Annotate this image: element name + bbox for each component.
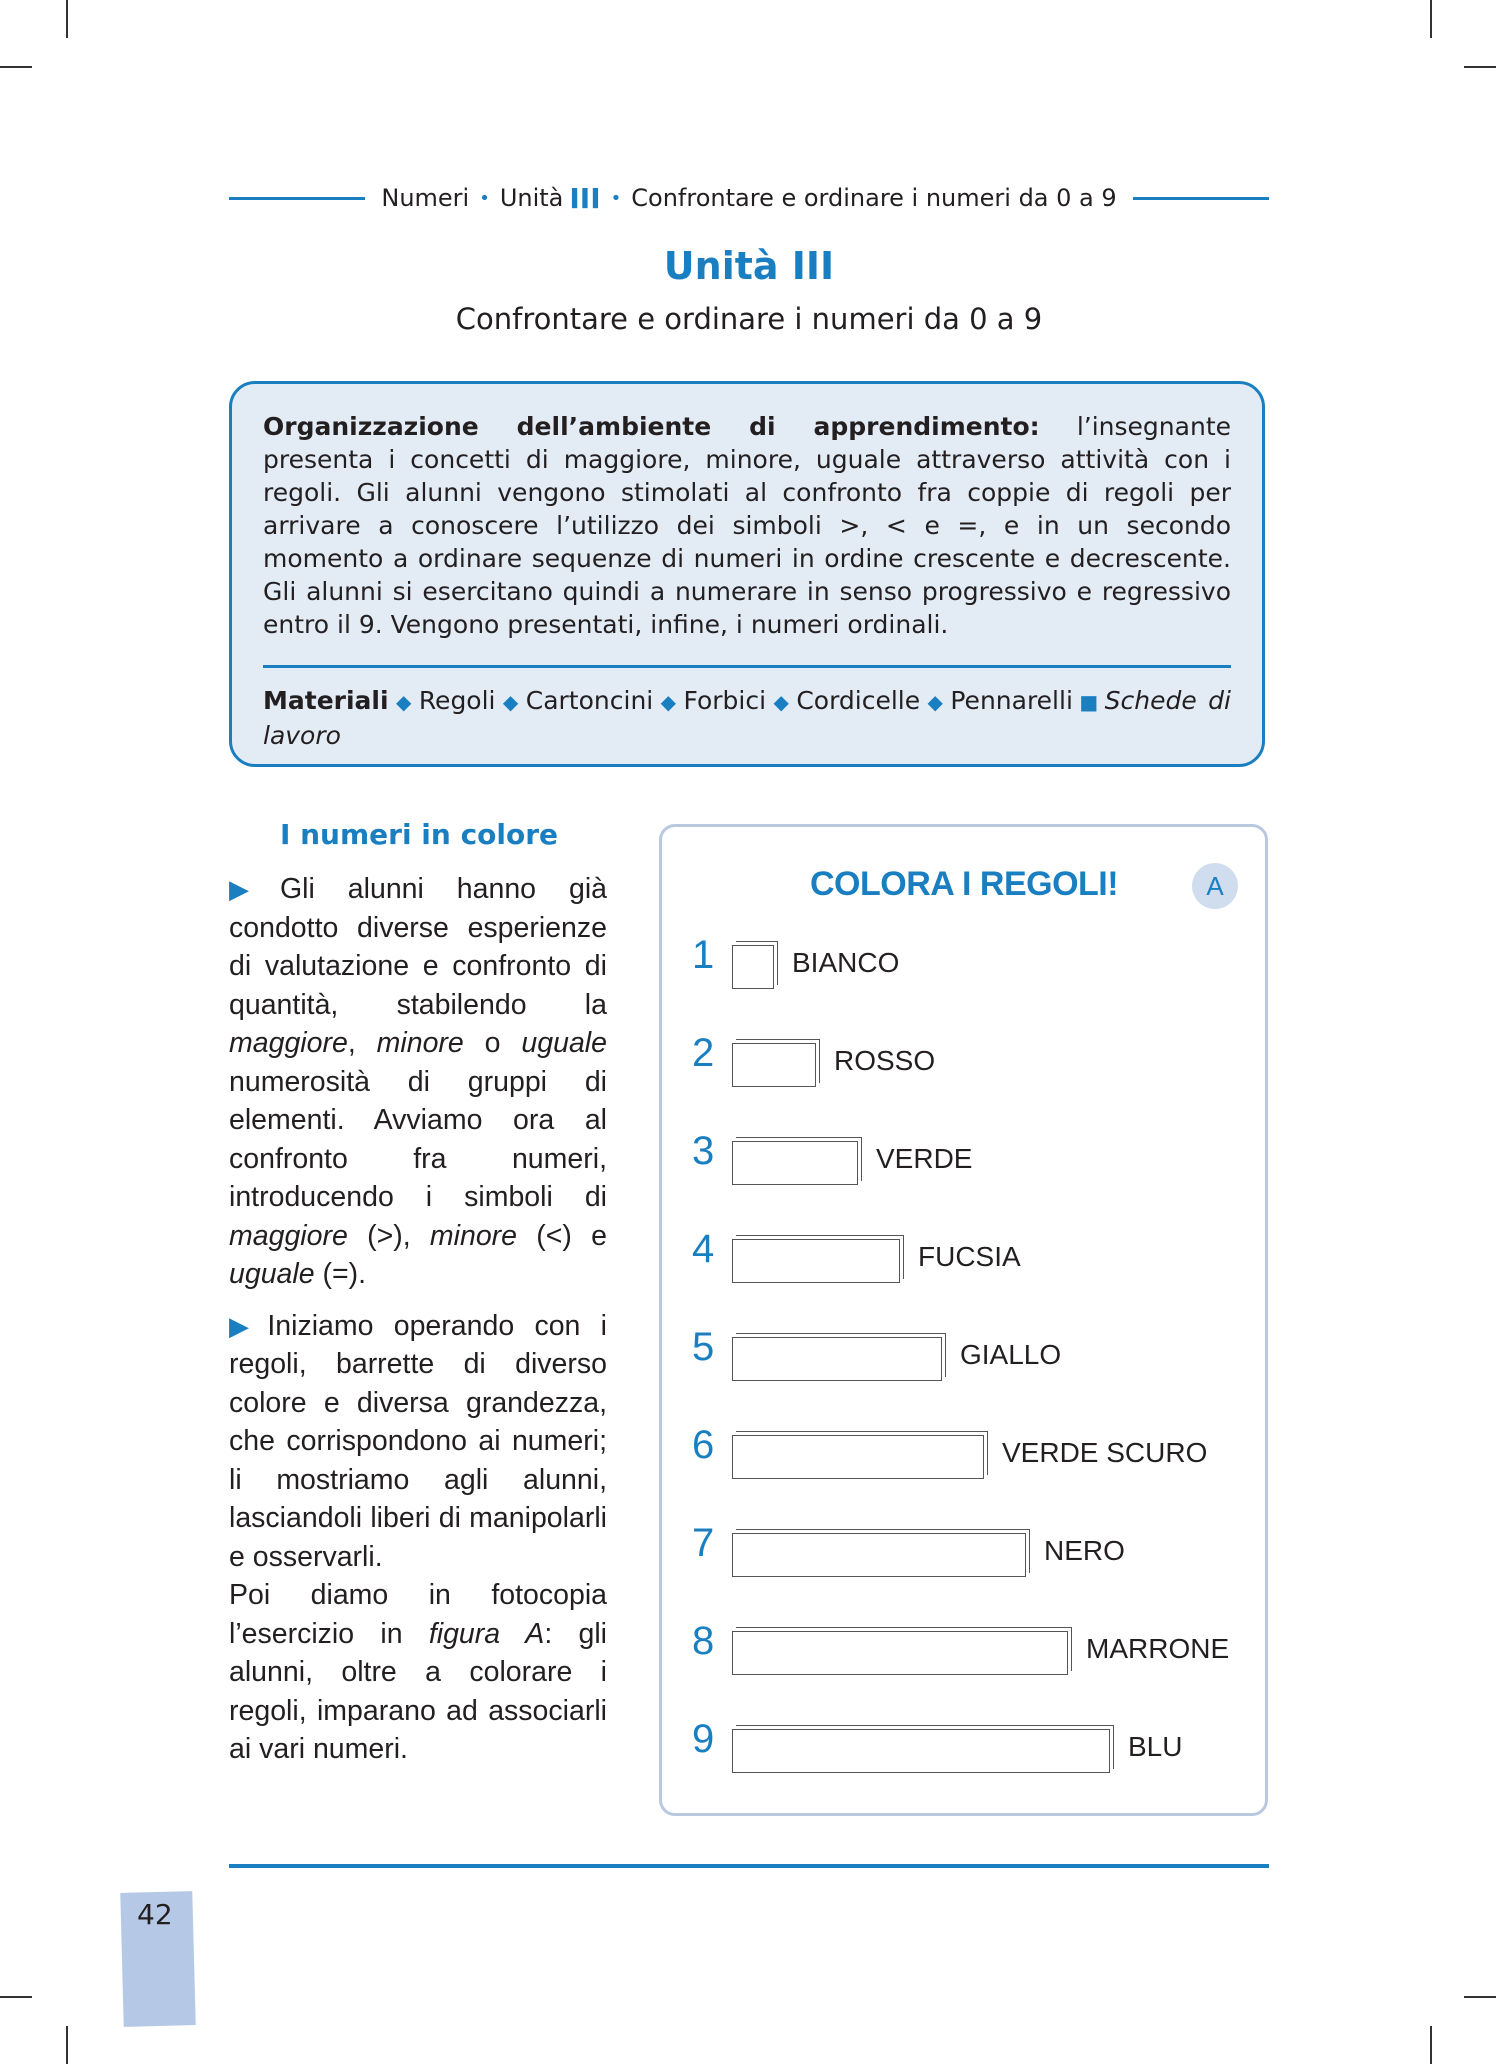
learning-environment-box (229, 381, 1265, 767)
materials-label: Materiali (263, 686, 389, 715)
breadcrumb-unit: Unità (499, 184, 564, 212)
body-text (229, 870, 607, 1782)
bullet-icon: • (610, 187, 622, 209)
rod-outline[interactable] (732, 1333, 946, 1381)
rod-number: 5 (692, 1325, 715, 1369)
rod-row (662, 1031, 1262, 1091)
material-item: Cartoncini (525, 686, 654, 715)
worksheet-title: COLORA I REGOLI! (810, 865, 1119, 903)
diamond-bullet-icon: ◆ (770, 690, 793, 714)
figure-badge: A (1192, 863, 1238, 909)
material-item: Pennarelli (950, 686, 1073, 715)
diamond-bullet-icon: ◆ (499, 690, 522, 714)
rod-outline[interactable] (732, 1529, 1030, 1577)
rod-number: 7 (692, 1521, 715, 1565)
box-divider (263, 665, 1231, 668)
rod-row (662, 1227, 1262, 1287)
rod-outline[interactable] (732, 1431, 988, 1479)
rod-row (662, 1717, 1262, 1777)
environment-text: l’insegnante presenta i concetti di maggiore, minore, uguale attraverso attività con i regoli. Gli alunni vengono stimolati al confronto fra coppie di regoli per arrivare a conoscere l’utilizzo dei simboli >, < e =, e in un secondo momento a ordinare sequenze di numeri in ordine crescente e decrescente. Gli alunni si esercitano quindi a numerare in senso progressivo e regressivo entro il 9. Vengono presentati, infine, i numeri ordinali. (263, 412, 1231, 639)
breadcrumb (365, 182, 1132, 215)
rod-color-label: FUCSIA (918, 1241, 1021, 1272)
crop-mark (1430, 0, 1432, 38)
environment-lead: Organizzazione dell’ambiente di apprendimento: (263, 412, 1040, 441)
page-subtitle: Confrontare e ordinare i numeri da 0 a 9 (455, 302, 1043, 336)
breadcrumb-unit-roman: III (569, 181, 601, 215)
crop-mark (1430, 2026, 1432, 2064)
rod-outline[interactable] (732, 1235, 904, 1283)
rod-number: 1 (692, 933, 715, 977)
materials-list (263, 684, 1231, 752)
rod-number: 4 (692, 1227, 715, 1271)
rod-row (662, 933, 1262, 993)
crop-mark (1464, 1996, 1496, 1998)
material-item-worksheets: Schede di lavoro (263, 686, 1231, 750)
diamond-bullet-icon: ◆ (924, 690, 947, 714)
rod-outline[interactable] (732, 941, 778, 989)
rod-outline[interactable] (732, 1627, 1072, 1675)
paragraph-2: ▶ Iniziamo operando con i regoli, barrette di diverso colore e diversa grandezza, che corrispondono ai numeri; li mostriamo agli alunni, lasciandoli liberi di manipolarli e osservarli. Poi diamo in fotocopia l’esercizio in figura A: gli alunni, oltre a colorare i regoli, imparano ad associarli ai vari numeri. (229, 1309, 607, 1765)
header-rule-right (1133, 197, 1269, 200)
triangle-bullet-icon: ▶ (229, 1310, 262, 1341)
bullet-icon: • (479, 187, 490, 209)
rod-color-label: MARRONE (1086, 1633, 1230, 1664)
rod-outline[interactable] (732, 1137, 862, 1185)
environment-paragraph (263, 410, 1231, 641)
rod-color-label: VERDE SCURO (1002, 1437, 1208, 1468)
rod-number: 2 (692, 1031, 715, 1075)
material-item: Regoli (418, 686, 496, 715)
crop-mark (0, 66, 32, 68)
crop-mark (1464, 66, 1496, 68)
rod-row (662, 1129, 1262, 1189)
rod-color-label: GIALLO (960, 1339, 1062, 1370)
rod-row (662, 1521, 1262, 1581)
rod-number: 3 (692, 1129, 715, 1173)
rod-row (662, 1423, 1262, 1483)
diamond-bullet-icon: ◆ (657, 690, 680, 714)
section-heading: I numeri in colore (279, 818, 559, 851)
rod-outline[interactable] (732, 1039, 820, 1087)
page-number: 42 (137, 1898, 173, 1931)
material-item: Forbici (683, 686, 767, 715)
rod-number: 6 (692, 1423, 715, 1467)
footer-rule (229, 1864, 1269, 1868)
material-item: Cordicelle (796, 686, 921, 715)
triangle-bullet-icon: ▶ (229, 874, 275, 904)
square-bullet-icon: ■ (1075, 690, 1102, 714)
rod-color-label: BLU (1128, 1731, 1183, 1762)
rod-row (662, 1325, 1262, 1385)
rod-outline[interactable] (732, 1725, 1114, 1773)
worksheet-figure-a (659, 824, 1268, 1816)
rod-color-label: NERO (1044, 1535, 1125, 1566)
rod-row (662, 1619, 1262, 1679)
crop-mark (66, 2026, 68, 2064)
page-title: Unità III (663, 244, 835, 288)
rod-number: 9 (692, 1717, 715, 1761)
header-rule-left (229, 197, 365, 200)
rod-color-label: BIANCO (792, 947, 900, 978)
running-header (229, 180, 1269, 216)
diamond-bullet-icon: ◆ (392, 690, 415, 714)
crop-mark (0, 1996, 32, 1998)
breadcrumb-topic: Confrontare e ordinare i numeri da 0 a 9 (631, 184, 1117, 212)
paragraph-1: ▶ Gli alunni hanno già condotto diverse esperienze di valutazione e confronto di quantità, stabilendo la maggiore, minore o uguale numerosità di gruppi di elementi. Avviamo ora al confronto fra numeri, introducendo i simboli di maggiore (>), minore (<) e uguale (=). (229, 873, 607, 1290)
rod-color-label: VERDE (876, 1143, 973, 1174)
breadcrumb-section: Numeri (381, 184, 470, 212)
rod-number: 8 (692, 1619, 715, 1663)
crop-mark (66, 0, 68, 38)
rod-color-label: ROSSO (834, 1045, 936, 1076)
